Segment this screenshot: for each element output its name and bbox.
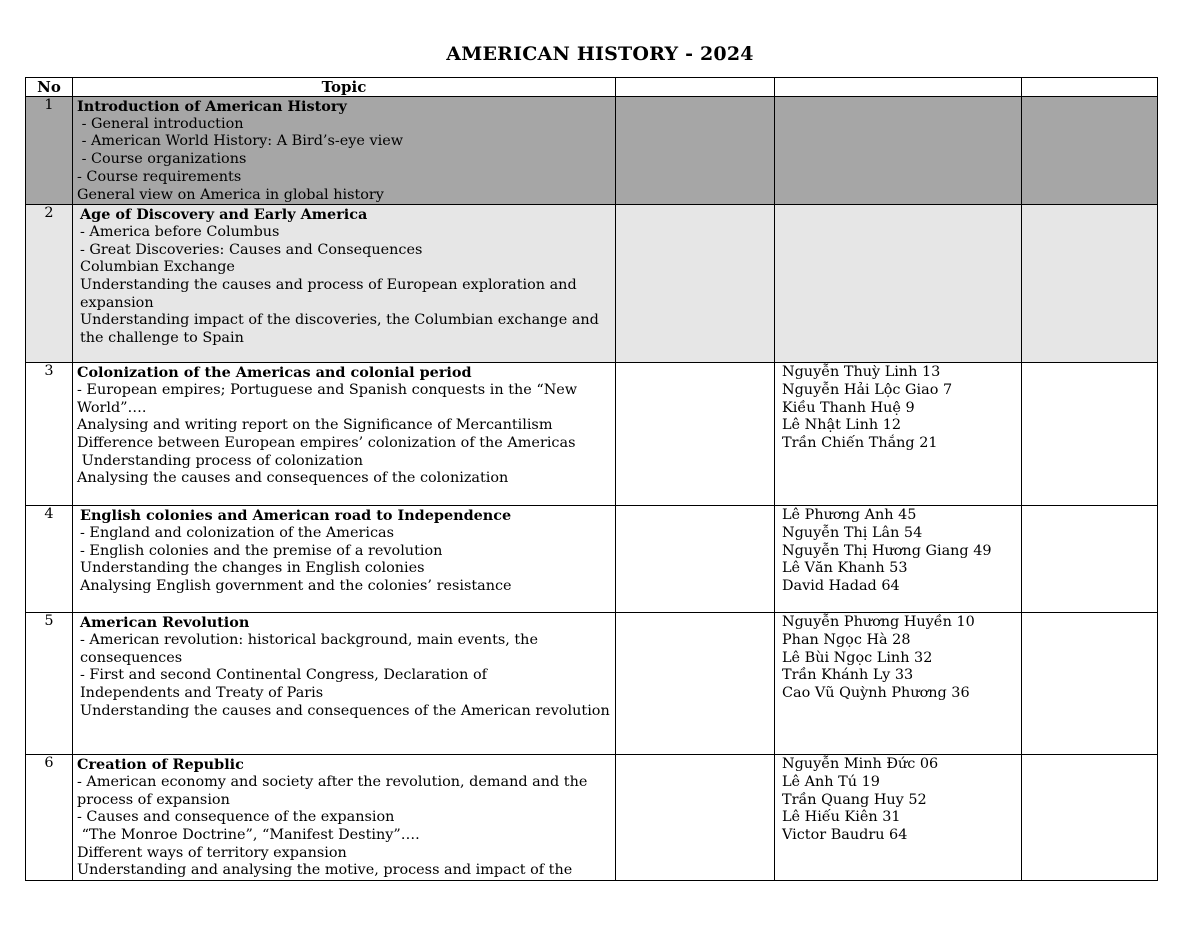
topic-line: - Causes and consequence of the expansion — [77, 809, 395, 826]
topic-line: Understanding the causes and process of European exploration and expansion — [80, 277, 577, 311]
student-name: Trần Quang Huy 52 — [782, 791, 927, 808]
empty-cell — [1022, 755, 1158, 881]
empty-cell — [616, 613, 775, 755]
students-cell — [775, 755, 1022, 881]
empty-cell — [616, 506, 775, 613]
row-number: 2 — [26, 205, 73, 363]
header-col4 — [775, 78, 1022, 97]
student-name: Nguyễn Minh Đức 06 — [782, 756, 939, 773]
students-cell — [775, 363, 1022, 506]
topic-line: Analysing the causes and consequences of the colonization — [77, 470, 509, 487]
student-name: Cao Vũ Quỳnh Phương 36 — [782, 685, 970, 702]
empty-cell — [1022, 613, 1158, 755]
student-name: Nguyễn Thị Hương Giang 49 — [782, 542, 992, 559]
student-name: Kiều Thanh Huệ 9 — [782, 399, 915, 416]
topic-line: Understanding impact of the discoveries, the Columbian exchange and the challenge to Spain — [80, 312, 599, 347]
student-name: Victor Baudru 64 — [782, 827, 908, 844]
students-cell — [775, 506, 1022, 613]
student-name: Lê Phương Anh 45 — [782, 507, 917, 524]
topic-line: Different ways of territory expansion — [77, 844, 347, 861]
student-name: Phan Ngọc Hà 28 — [782, 631, 911, 648]
topic-cell — [73, 506, 616, 613]
topic-line: - American revolution: historical background, main events, the consequences — [80, 631, 538, 666]
row-number: 1 — [26, 97, 73, 205]
topic-title: American Revolution — [80, 614, 250, 632]
students-cell — [775, 97, 1022, 205]
topic-line: Analysing English government and the colonies’ resistance — [80, 578, 512, 595]
topic-cell — [73, 613, 616, 755]
student-name: David Hadad 64 — [782, 578, 900, 595]
topic-line: - England and colonization of the Americas — [80, 524, 394, 541]
topic-title: Colonization of the Americas and colonial period — [77, 364, 472, 382]
syllabus-table — [25, 77, 1158, 881]
header-topic: Topic — [73, 78, 616, 97]
student-name: Lê Bùi Ngọc Linh 32 — [782, 649, 933, 666]
student-name: Trần Khánh Ly 33 — [782, 667, 914, 684]
empty-cell — [1022, 97, 1158, 205]
table-row — [26, 506, 1158, 613]
topic-line: “The Monroe Doctrine”, “Manifest Destiny”…. — [77, 827, 420, 844]
topic-line: - First and second Continental Congress, Declaration of Independents and Treaty of Paris — [80, 667, 487, 702]
empty-cell — [1022, 205, 1158, 363]
topic-line: - General introduction — [77, 115, 244, 132]
topic-line: - American World History: A Bird’s-eye view — [77, 133, 404, 150]
topic-title: Introduction of American History — [77, 98, 347, 115]
student-name: Lê Văn Khanh 53 — [782, 560, 908, 577]
topic-line: Difference between European empires’ colonization of the Americas — [77, 435, 576, 452]
student-name: Nguyễn Thị Lân 54 — [782, 524, 923, 541]
row-number: 5 — [26, 613, 73, 755]
topic-line: Understanding the changes in English colonies — [80, 560, 425, 577]
student-name: Lê Nhật Linh 12 — [782, 417, 902, 434]
row-number: 3 — [26, 363, 73, 506]
topic-cell — [73, 97, 616, 205]
topic-line: Analysing and writing report on the Significance of Mercantilism — [77, 417, 553, 434]
topic-cell — [73, 755, 616, 881]
row-number: 4 — [26, 506, 73, 613]
topic-title: Creation of Republic — [77, 756, 244, 774]
topic-line: Understanding and analysing the motive, process and impact of the — [77, 862, 573, 879]
row-number: 6 — [26, 755, 73, 881]
topic-line: Understanding the causes and consequences of the American revolution — [80, 702, 610, 719]
topic-cell — [73, 363, 616, 506]
table-row — [26, 363, 1158, 506]
student-name: Nguyễn Phương Huyền 10 — [782, 614, 975, 631]
table-row — [26, 205, 1158, 363]
topic-title: Age of Discovery and Early America — [80, 206, 368, 224]
topic-line: - Course organizations — [77, 151, 247, 168]
header-col5 — [1022, 78, 1158, 97]
topic-line: - English colonies and the premise of a revolution — [80, 542, 443, 559]
empty-cell — [1022, 506, 1158, 613]
topic-line: Understanding process of colonization — [77, 452, 364, 469]
topic-line: - European empires; Portuguese and Spanish conquests in the “New World”…. — [77, 381, 578, 416]
table-header-row — [26, 78, 1158, 97]
topic-line: - Course requirements — [77, 168, 242, 185]
header-no: No — [26, 78, 73, 97]
page-title: AMERICAN HISTORY - 2024 — [446, 43, 754, 65]
student-name: Lê Anh Tú 19 — [782, 773, 880, 790]
topic-line: - America before Columbus — [80, 223, 280, 240]
topic-title: English colonies and American road to Independence — [80, 507, 512, 525]
topic-line: Columbian Exchange — [80, 259, 235, 276]
empty-cell — [616, 363, 775, 506]
table-row — [26, 613, 1158, 755]
students-cell — [775, 205, 1022, 363]
student-name: Lê Hiếu Kiên 31 — [782, 809, 901, 826]
topic-line: - Great Discoveries: Causes and Consequences — [80, 241, 423, 258]
student-name: Nguyễn Thuỳ Linh 13 — [782, 364, 941, 381]
empty-cell — [616, 205, 775, 363]
students-cell — [775, 613, 1022, 755]
topic-line: General view on America in global history — [77, 186, 384, 203]
table-row — [26, 755, 1158, 881]
student-name: Nguyễn Hải Lộc Giao 7 — [782, 381, 953, 398]
student-name: Trần Chiến Thắng 21 — [782, 435, 938, 452]
header-col3 — [616, 78, 775, 97]
topic-cell — [73, 205, 616, 363]
empty-cell — [616, 755, 775, 881]
empty-cell — [1022, 363, 1158, 506]
topic-line: - American economy and society after the revolution, demand and the process of expansion — [77, 773, 588, 808]
empty-cell — [616, 97, 775, 205]
table-row — [26, 97, 1158, 205]
